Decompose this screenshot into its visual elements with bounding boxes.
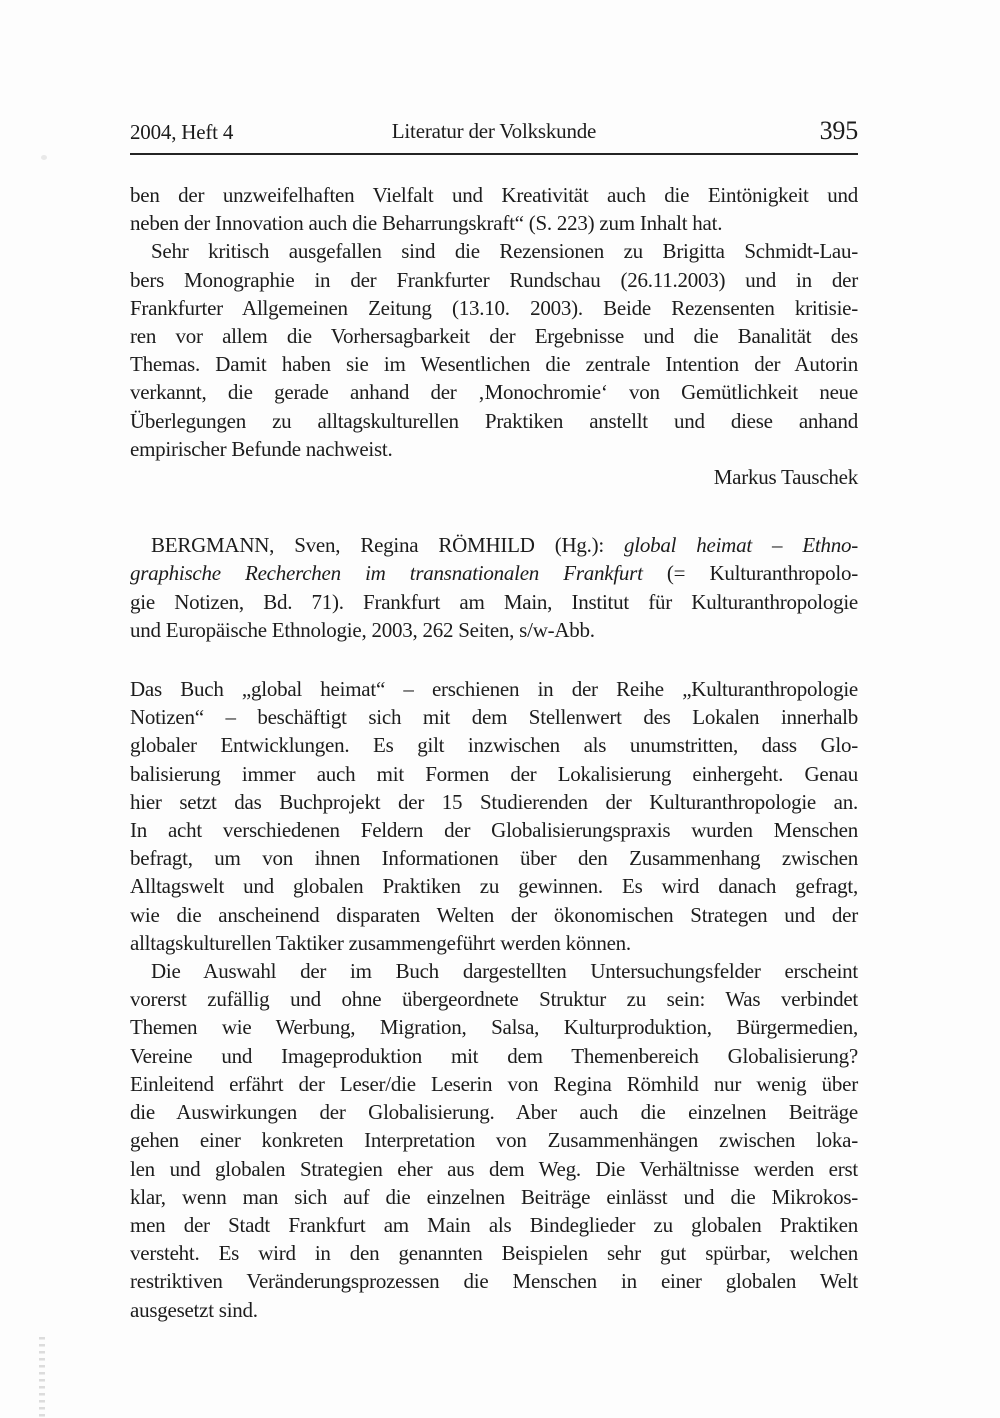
text-line: befragt, um von ihnen Informationen über den Zusammenhang zwischen bbox=[130, 846, 858, 871]
text-line bbox=[130, 559, 858, 587]
paragraph-p2 bbox=[130, 237, 858, 463]
text-line: neben der Innovation auch die Beharrungskraft“ (S. 223) zum Inhalt hat. bbox=[130, 211, 723, 236]
text-run: (= Kulturanthropolo- bbox=[642, 561, 859, 586]
header-rule bbox=[130, 153, 858, 155]
header-issue: 2004, Heft 4 bbox=[130, 120, 234, 144]
text-line: Themen wie Werbung, Migration, Salsa, Kulturproduktion, Bürgermedien, bbox=[130, 1015, 858, 1040]
text-line: die Auswirkungen der Globalisierung. Aber auch die einzelnen Beiträge bbox=[130, 1100, 858, 1125]
text-line: ben der unzweifelhaften Vielfalt und Kreativität auch die Eintönigkeit und bbox=[130, 183, 858, 207]
text-line: und Europäische Ethnologie, 2003, 262 Seiten, s/w-Abb. bbox=[130, 617, 595, 642]
text-line: bers Monographie in der Frankfurter Rundschau (26.11.2003) und in der bbox=[130, 267, 858, 292]
page-header bbox=[130, 116, 858, 147]
italic-run: global heimat – Ethno- bbox=[624, 533, 858, 558]
text-run: BERGMANN, Sven, Regina RÖMHILD (Hg.): bbox=[151, 533, 625, 558]
text-line: Vereine und Imageproduktion mit dem Themenbereich Globalisierung? bbox=[130, 1043, 858, 1068]
text-line: men der Stadt Frankfurt am Main als Bindeglieder zu globalen Praktiken bbox=[130, 1212, 858, 1237]
text-line: Das Buch „global heimat“ – erschienen in der Reihe „Kulturanthropologie bbox=[130, 677, 858, 702]
italic-run: graphische Recherchen im transnationalen Frankfurt bbox=[130, 561, 643, 586]
paragraph-p1 bbox=[130, 181, 858, 237]
text-line: In acht verschiedenen Feldern der Globalisierungspraxis wurden Menschen bbox=[130, 818, 858, 843]
text-line: Themas. Damit haben sie im Wesentlichen die zentrale Intention der Autorin bbox=[130, 352, 858, 377]
text-line: gie Notizen, Bd. 71). Frankfurt am Main, Institut für Kulturanthropologie bbox=[130, 589, 858, 614]
header-journal-title: Literatur der Volkskunde bbox=[391, 119, 597, 143]
text-line: gehen einer konkreten Interpretation von Zusammenhängen zwischen loka- bbox=[130, 1128, 858, 1153]
text-line: Einleitend erfährt der Leser/die Leserin von Regina Römhild nur wenig über bbox=[130, 1071, 858, 1096]
text-line: alltagskulturellen Taktiker zusammengeführt werden können. bbox=[130, 930, 631, 955]
text-line bbox=[130, 531, 858, 559]
paragraph-citation bbox=[130, 531, 858, 644]
text-line: Frankfurter Allgemeinen Zeitung (13.10. 2003). Beide Rezensenten kritisie- bbox=[130, 295, 858, 320]
header-page-number: 395 bbox=[819, 116, 858, 145]
text-line: versteht. Es wird in den genannten Beispielen sehr gut spürbar, welchen bbox=[130, 1241, 858, 1266]
text-line: Die Auswahl der im Buch dargestellten Untersuchungsfelder erscheint bbox=[151, 959, 858, 984]
text-line: hier setzt das Buchprojekt der 15 Studierenden der Kulturanthropologie an. bbox=[130, 789, 858, 814]
paragraph-signature bbox=[130, 463, 858, 491]
text-line: wie die anscheinend disparaten Welten der ökonomischen Strategen und der bbox=[130, 902, 858, 927]
text-line: Notizen“ – beschäftigt sich mit dem Stellenwert des Lokalen innerhalb bbox=[130, 705, 858, 730]
text-line: ausgesetzt sind. bbox=[130, 1297, 258, 1322]
paragraph-p5 bbox=[130, 675, 858, 957]
scan-artifact-strip bbox=[39, 1337, 45, 1418]
text-line: balisierung immer auch mit Formen der Lokalisierung einhergeht. Genau bbox=[130, 761, 858, 786]
paragraph-p6 bbox=[130, 957, 858, 1324]
text-line: ren vor allem die Vorhersagbarkeit der Ergebnisse und die Banalität des bbox=[130, 324, 858, 349]
text-line: Sehr kritisch ausgefallen sind die Rezensionen zu Brigitta Schmidt-Lau- bbox=[151, 239, 858, 264]
text-line: restriktiven Veränderungsprozessen die Menschen in einer globalen Welt bbox=[130, 1269, 858, 1294]
text-block bbox=[130, 181, 858, 1324]
text-line: klar, wenn man sich auf die einzelnen Beiträge einlässt und die Mikrokos- bbox=[130, 1184, 858, 1209]
text-line: verkannt, die gerade anhand der ‚Monochromie‘ von Gemütlichkeit neue bbox=[130, 380, 858, 405]
page-container bbox=[130, 116, 858, 1324]
scan-artifact-dot bbox=[41, 155, 47, 160]
text-line: globaler Entwicklungen. Es gilt inzwischen als unumstritten, dass Glo- bbox=[130, 733, 858, 758]
text-line: vorerst zufällig und ohne übergeordnete Struktur zu sein: Was verbindet bbox=[130, 987, 858, 1012]
text-line: empirischer Befunde nachweist. bbox=[130, 436, 393, 461]
text-line: Alltagswelt und globalen Praktiken zu gewinnen. Es wird danach gefragt, bbox=[130, 874, 858, 899]
text-line: len und globalen Strategien eher aus dem Weg. Die Verhältnisse werden erst bbox=[130, 1156, 858, 1181]
text-line: Markus Tauschek bbox=[713, 465, 858, 490]
text-line: Überlegungen zu alltagskulturellen Praktiken anstellt und diese anhand bbox=[130, 408, 858, 433]
